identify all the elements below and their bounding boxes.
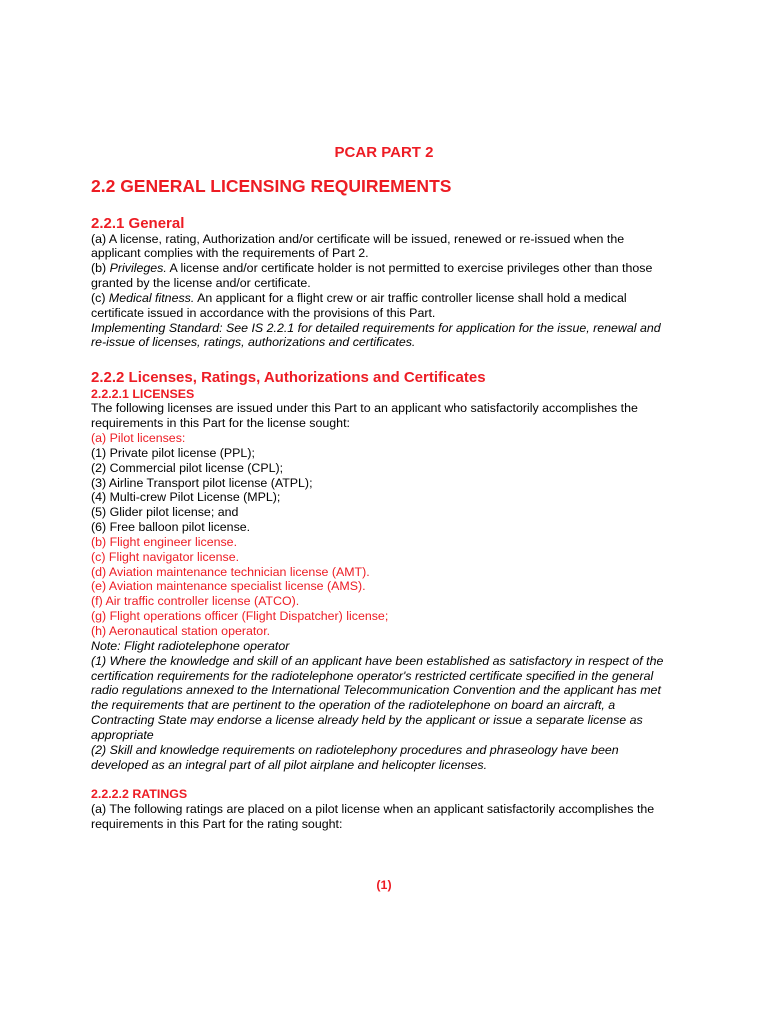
item-marker: (b): [91, 261, 107, 276]
note-line: certification requirements for the radiotelephone operator's restricted certificate specified in the general: [91, 668, 654, 683]
item-term: Medical fitness.: [108, 290, 195, 305]
note-line: developed as an integral part of all pilot airplane and helicopter licenses.: [91, 757, 488, 772]
general-section: [91, 232, 661, 351]
ratings-line: (a) The following ratings are placed on a pilot license when an applicant satisfactorily accomplishes the: [91, 802, 655, 817]
general-item-a: [91, 232, 661, 247]
pilot-license-item: (1) Private pilot license (PPL);: [91, 445, 255, 460]
pilot-license-item: (6) Free balloon pilot license.: [91, 520, 251, 535]
implementing-standard-line: Implementing Standard: See IS 2.2.1 for detailed requirements for application for the issue, renewal and: [91, 320, 661, 335]
note-line: appropriate: [91, 727, 154, 742]
item-marker: (c): [91, 290, 106, 305]
licenses-section: [91, 387, 663, 832]
paragraph-spacer: [91, 772, 663, 787]
license-item: (d) Aviation maintenance technician license (AMT).: [91, 564, 370, 579]
general-item-b: [91, 261, 661, 276]
license-item: (g) Flight operations officer (Flight Dispatcher) license;: [91, 609, 389, 624]
license-item: (f) Air traffic controller license (ATCO).: [91, 594, 300, 609]
pilot-licenses-label: (a) Pilot licenses:: [91, 431, 186, 446]
general-item-a-continued: applicant complies with the requirements of Part 2.: [91, 246, 369, 261]
licenses-heading: 2.2.2 Licenses, Ratings, Authorizations and Certificates: [91, 369, 486, 386]
license-item: (b) Flight engineer license.: [91, 534, 238, 549]
note-title: Note: Flight radiotelephone operator: [91, 638, 290, 653]
note-line: (2) Skill and knowledge requirements on radiotelephony procedures and phraseology have been: [91, 742, 619, 757]
general-heading: 2.2.1 General: [91, 215, 185, 232]
pilot-license-item: (2) Commercial pilot license (CPL);: [91, 460, 284, 475]
licenses-intro-line: requirements in this Part for the license sought:: [91, 416, 350, 431]
general-item-b-continued: granted by the license and/or certificate.: [91, 276, 311, 291]
item-text: A license and/or certificate holder is not permitted to exercise privileges other than those: [169, 261, 653, 276]
section-title: 2.2 GENERAL LICENSING REQUIREMENTS: [91, 176, 452, 196]
implementing-standard-line: re-issue of licenses, ratings, authorizations and certificates.: [91, 335, 416, 350]
pilot-license-item: (4) Multi-crew Pilot License (MPL);: [91, 490, 281, 505]
general-item-c: [91, 291, 661, 306]
ratings-subheading: 2.2.2.2 RATINGS: [91, 787, 188, 802]
note-line: the requirements that are pertinent to the operation of the radiotelephone on board an aircraft, a: [91, 698, 616, 713]
licenses-intro-line: The following licenses are issued under this Part to an applicant who satisfactorily accomplishes the: [91, 401, 638, 416]
page-number: (1): [376, 877, 392, 892]
general-item-c-continued: certificate issued in accordance with the provisions of this Part.: [91, 305, 436, 320]
part-title: PCAR PART 2: [334, 144, 434, 161]
item-text: A license, rating, Authorization and/or certificate will be issued, renewed or re-issued when the: [108, 231, 625, 246]
licenses-subheading: 2.2.2.1 LICENSES: [91, 386, 195, 401]
item-text: An applicant for a flight crew or air traffic controller license shall hold a medical: [197, 290, 627, 305]
license-item: (h) Aeronautical station operator.: [91, 624, 271, 638]
item-marker: (a): [91, 231, 107, 246]
item-term: Privileges.: [109, 261, 167, 276]
license-item: (c) Flight navigator license.: [91, 549, 240, 564]
pilot-license-item: (5) Glider pilot license; and: [91, 505, 239, 520]
pilot-license-item: (3) Airline Transport pilot license (ATPL);: [91, 475, 313, 490]
note-line: Contracting State may endorse a license already held by the applicant or issue a separate license as: [91, 713, 643, 728]
note-line: radio regulations annexed to the International Telecommunication Convention and the applicant has met: [91, 683, 661, 698]
license-item: (e) Aviation maintenance specialist license (AMS).: [91, 579, 366, 594]
note-line: (1) Where the knowledge and skill of an applicant have been established as satisfactory in respect of the: [91, 653, 664, 668]
ratings-line: requirements in this Part for the rating sought:: [91, 816, 343, 831]
